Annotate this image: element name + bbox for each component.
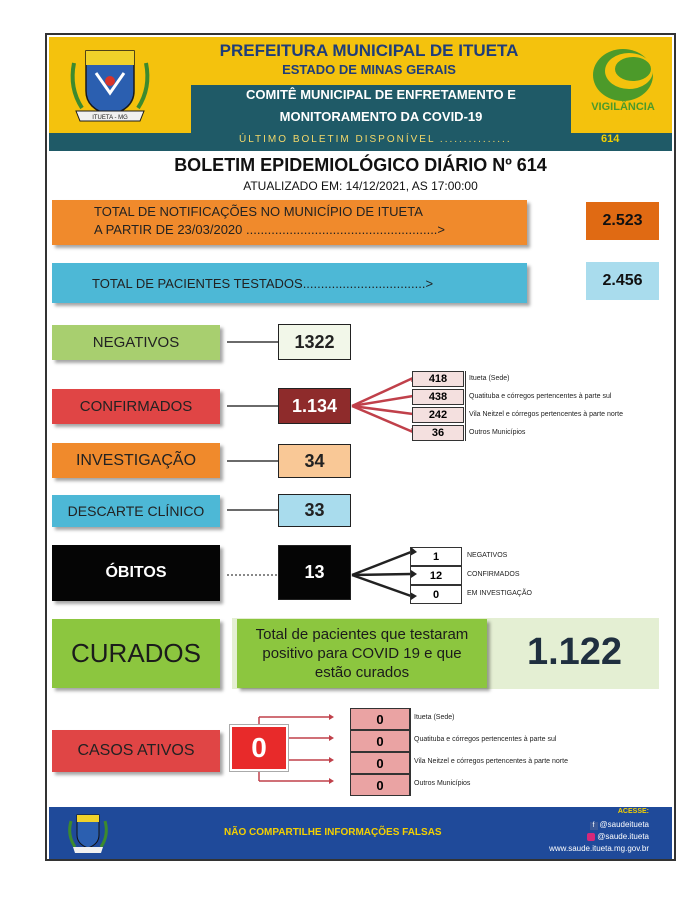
- confirmed-breakdown-divider: [464, 371, 466, 441]
- last-bulletin-label: ÚLTIMO BOLETIM DISPONÍVEL ...............: [239, 134, 512, 145]
- cured-label: CURADOS: [52, 619, 220, 688]
- clinical-discard-label: DESCARTE CLÍNICO: [52, 495, 220, 527]
- deaths-confirmed-label: CONFIRMADOS: [467, 571, 520, 578]
- header-state: ESTADO DE MINAS GERAIS: [282, 62, 456, 77]
- confirmed-value: 1.134: [278, 388, 351, 424]
- active-sede-label: Itueta (Sede): [414, 714, 455, 721]
- bulletin-page: [45, 33, 676, 861]
- footer-instagram[interactable]: [569, 832, 649, 841]
- bulletin-updated: ATUALIZADO EM: 14/12/2021, AS 17:00:00: [243, 179, 478, 193]
- active-cases-value: 0: [230, 725, 288, 771]
- clinical-discard-value: 33: [278, 494, 351, 527]
- deaths-label: ÓBITOS: [52, 545, 220, 601]
- epidemiologica-text: EPIDEMIOLÓGICA: [583, 114, 663, 124]
- facebook-icon: f: [590, 822, 598, 830]
- active-sul-label: Quatituba e córregos pertencentes à parte sul: [414, 736, 557, 743]
- deaths-investigation-label: EM INVESTIGAÇÃO: [467, 590, 532, 597]
- confirmed-sede-label: Itueta (Sede): [469, 375, 510, 382]
- tested-value: 2.456: [586, 262, 659, 300]
- active-cases-label: CASOS ATIVOS: [52, 730, 220, 772]
- footer-crest-icon: [65, 811, 111, 855]
- active-sul-value: 0: [350, 730, 410, 752]
- investigation-label: INVESTIGAÇÃO: [52, 443, 220, 478]
- confirmed-norte-value: 242: [412, 407, 464, 423]
- footer-instagram-handle: @saude.itueta: [597, 832, 649, 841]
- confirmed-label: CONFIRMADOS: [52, 389, 220, 424]
- svg-text:ITUETA - MG: ITUETA - MG: [92, 115, 128, 121]
- confirmed-outros-value: 36: [412, 425, 464, 441]
- cured-value: 1.122: [526, 630, 623, 673]
- header-title: PREFEITURA MUNICIPAL DE ITUETA: [219, 41, 519, 60]
- negatives-label: NEGATIVOS: [52, 325, 220, 360]
- footer-warning: NÃO COMPARTILHE INFORMAÇÕES FALSAS: [224, 827, 442, 838]
- footer-facebook-handle: @saudeitueta: [599, 820, 649, 829]
- cured-description: Total de pacientes que testaram positivo para COVID 19 e que estão curados: [237, 619, 487, 688]
- confirmed-norte-label: Vila Neitzel e córregos pertencentes à parte norte: [469, 411, 623, 418]
- deaths-confirmed-value: 12: [410, 566, 462, 585]
- confirmed-outros-label: Outros Municípios: [469, 429, 526, 436]
- active-outros-value: 0: [350, 774, 410, 796]
- confirmed-sul-label: Quatituba e córregos pertencentes à parte sul: [469, 393, 612, 400]
- confirmed-sede-value: 418: [412, 371, 464, 387]
- notifications-line2: A PARTIR DE 23/03/2020 .....................................................>: [94, 222, 446, 237]
- active-norte-label: Vila Neitzel e córregos pertencentes à parte norte: [414, 758, 568, 765]
- active-outros-label: Outros Municípios: [414, 780, 471, 787]
- active-breakdown-divider: [410, 708, 411, 796]
- deaths-negative-label: NEGATIVOS: [467, 552, 508, 559]
- last-bulletin-number: 614: [601, 133, 620, 145]
- bulletin-title: BOLETIM EPIDEMIOLÓGICO DIÁRIO Nº 614: [174, 155, 547, 175]
- deaths-value: 13: [278, 545, 351, 600]
- vigilancia-text: VIGILÂNCIA: [591, 101, 655, 113]
- footer-website[interactable]: www.saude.itueta.mg.gov.br: [549, 844, 649, 853]
- header-committee-line2: MONITORAMENTO DA COVID-19: [279, 109, 483, 124]
- footer-access: ACESSE:: [617, 808, 649, 815]
- deaths-negative-value: 1: [410, 547, 462, 566]
- active-norte-value: 0: [350, 752, 410, 774]
- tested-label: TOTAL DE PACIENTES TESTADOS..................................>: [52, 263, 527, 303]
- deaths-investigation-value: 0: [410, 585, 462, 604]
- negatives-value: 1322: [278, 324, 351, 360]
- footer: [49, 807, 672, 859]
- investigation-value: 34: [278, 444, 351, 478]
- active-sede-value: 0: [350, 708, 410, 730]
- notifications-value: 2.523: [586, 202, 659, 240]
- header-committee-line1: COMITÊ MUNICIPAL DE ENFRETAMENTO E: [246, 87, 516, 102]
- confirmed-sul-value: 438: [412, 389, 464, 405]
- instagram-icon: [587, 833, 595, 841]
- footer-facebook[interactable]: [569, 820, 649, 830]
- notifications-line1: TOTAL DE NOTIFICAÇÕES NO MUNICÍPIO DE ITUETA: [94, 204, 423, 219]
